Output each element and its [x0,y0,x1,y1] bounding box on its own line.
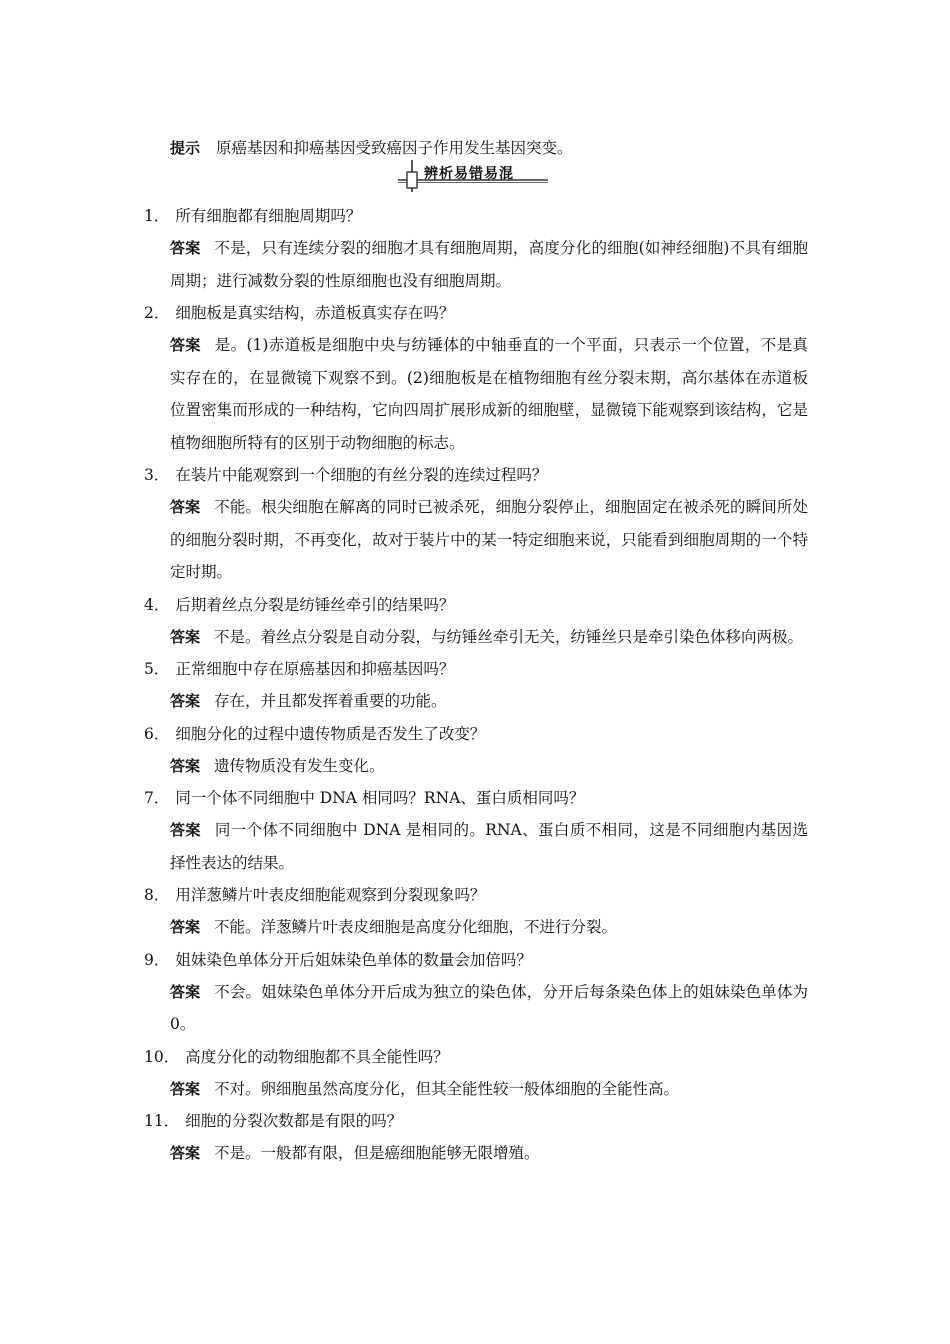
answer-line: 不是。着丝点分裂是自动分裂，与纺锤丝牵引无关，纺锤丝只是牵引染色体移向 [214,627,757,646]
qa-item [0,1105,950,1170]
answer [170,750,808,783]
answer-label: 答案 [170,1144,201,1162]
question-text: 姐妹染色单体分开后姐妹染色单体的数量会加倍吗？ [175,950,532,969]
answer-line: 不是。一般都有限，但是癌细胞能够无限增殖。 [214,1144,540,1162]
answer-label: 答案 [170,821,201,839]
answer-label: 答案 [170,627,201,646]
answer-line: 单体为 0。 [170,982,808,1033]
question-text: 高度分化的动物细胞都不具全能性吗？ [185,1047,449,1066]
question-text: 正常细胞中存在原癌基因和抑癌基因吗？ [175,660,455,678]
qa-item [0,718,950,783]
qa-item [0,782,950,879]
section-header [398,160,548,194]
answer-label: 答案 [170,498,201,516]
question-text: 后期着丝点分裂是纺锤丝牵引的结果吗？ [175,595,455,614]
answer-line: 间所处的细胞分裂时期，不再变化，故对于装片中的某一特定细胞来说，只能看到细胞 [170,498,808,549]
answer-line: 不会。姐妹染色单体分开后成为独立的染色体，分开后每条染色体上的姐妹染色 [214,982,762,1001]
qa-item [0,297,950,459]
answer-label: 答案 [170,336,201,354]
answer-line: 两极。 [756,627,804,646]
answer [170,911,808,944]
answer-line: 同一个体不同细胞中 DNA 是相同的。RNA、蛋白质不相同，这是不同细胞内基 [214,821,777,839]
qa-item [0,1041,950,1106]
question-text: 细胞板是真实结构，赤道板真实存在吗？ [175,304,455,322]
question [144,653,804,685]
answer [170,685,808,718]
answer-label: 答案 [170,692,201,710]
question [144,589,804,621]
question [144,944,804,976]
question-number: 11． [144,1112,180,1130]
qa-item [0,459,950,589]
question [144,782,804,814]
hint-text: 原癌基因和抑癌基因受致癌因子作用发生基因突变。 [216,139,573,157]
answer-line: 是。(1)赤道板是细胞中央与纺锤体的中轴垂直的一个平面，只表示一个位置， [214,336,761,354]
answer [170,329,808,459]
answer [170,491,808,589]
question-text: 同一个体不同细胞中 DNA 相同吗？RNA、蛋白质相同吗？ [175,789,585,807]
answer-line: 不能。根尖细胞在解离的同时已被杀死，细胞分裂停止，细胞固定在被杀死的瞬 [214,498,762,516]
question-text: 用洋葱鳞片叶表皮细胞能观察到分裂现象吗？ [175,886,486,904]
question-number: 6． [144,724,170,743]
answer-line: 不是真实存在的，在显微镜下观察不到。(2)细胞板是在植物细胞有丝分裂末期，高尔 [170,336,808,387]
question-number: 7． [144,789,170,807]
qa-item [0,879,950,944]
answer-label: 答案 [170,918,201,936]
question-number: 5． [144,660,170,678]
question [144,297,804,329]
question-text: 细胞分化的过程中遗传物质是否发生了改变？ [175,724,486,743]
qa-item [0,944,950,1041]
question [144,200,804,232]
answer [170,1073,808,1106]
answer [170,621,808,654]
question-number: 3． [144,466,170,484]
section-title: 辨析易错易混 [424,166,514,182]
hint-label: 提示 [170,139,201,157]
answer-label: 答案 [170,1079,201,1098]
qa-item [0,653,950,718]
question [144,718,804,750]
question-text: 在装片中能观察到一个细胞的有丝分裂的连续过程吗？ [175,466,548,484]
question-number: 10． [144,1047,180,1066]
qa-item [0,589,950,654]
answer-line: 存在，并且都发挥着重要的功能。 [214,692,447,710]
answer-line: 基体在赤道板位置密集而形成的一种结构，它向四周扩展形成新的细胞壁，显微镜下能 [170,368,808,419]
answer-line: 因选择性表达的结果。 [170,821,808,872]
question-number: 1． [144,207,170,225]
hint-line [170,136,820,160]
question-text: 所有细胞都有细胞周期吗？ [175,207,362,225]
answer-line: 不是，只有连续分裂的细胞才具有细胞周期，高度分化的细胞(如神经细胞)不具 [214,239,762,257]
answer-label: 答案 [170,982,201,1001]
question [144,1041,804,1073]
question [144,1105,804,1137]
answer-line: 不对。卵细胞虽然高度分化，但其全能性较一般体细胞的全能性高。 [214,1079,680,1098]
question-number: 2． [144,304,170,322]
question [144,879,804,911]
answer [170,814,808,879]
answer [170,976,808,1041]
question-number: 8． [144,886,170,904]
question-number: 4． [144,595,170,614]
answer-label: 答案 [170,756,201,775]
question [144,459,804,491]
question-text: 细胞的分裂次数都是有限的吗？ [185,1112,403,1130]
qa-item [0,200,950,297]
answer-label: 答案 [170,239,201,257]
answer-line: 有细胞周期；进行减数分裂的性原细胞也没有细胞周期。 [170,239,808,290]
answer-line: 不能。洋葱鳞片叶表皮细胞是高度分化细胞，不进行分裂。 [214,918,618,936]
answer [170,1137,808,1170]
answer-line: 观察到该结构，它是植物细胞所特有的区别于动物细胞的标志。 [170,401,808,452]
answer-line: 周期的一个特定时期。 [170,530,808,581]
answer [170,232,808,297]
question-number: 9． [144,950,170,969]
answer-line: 遗传物质没有发生变化。 [214,756,385,775]
qa-list [0,200,950,1170]
